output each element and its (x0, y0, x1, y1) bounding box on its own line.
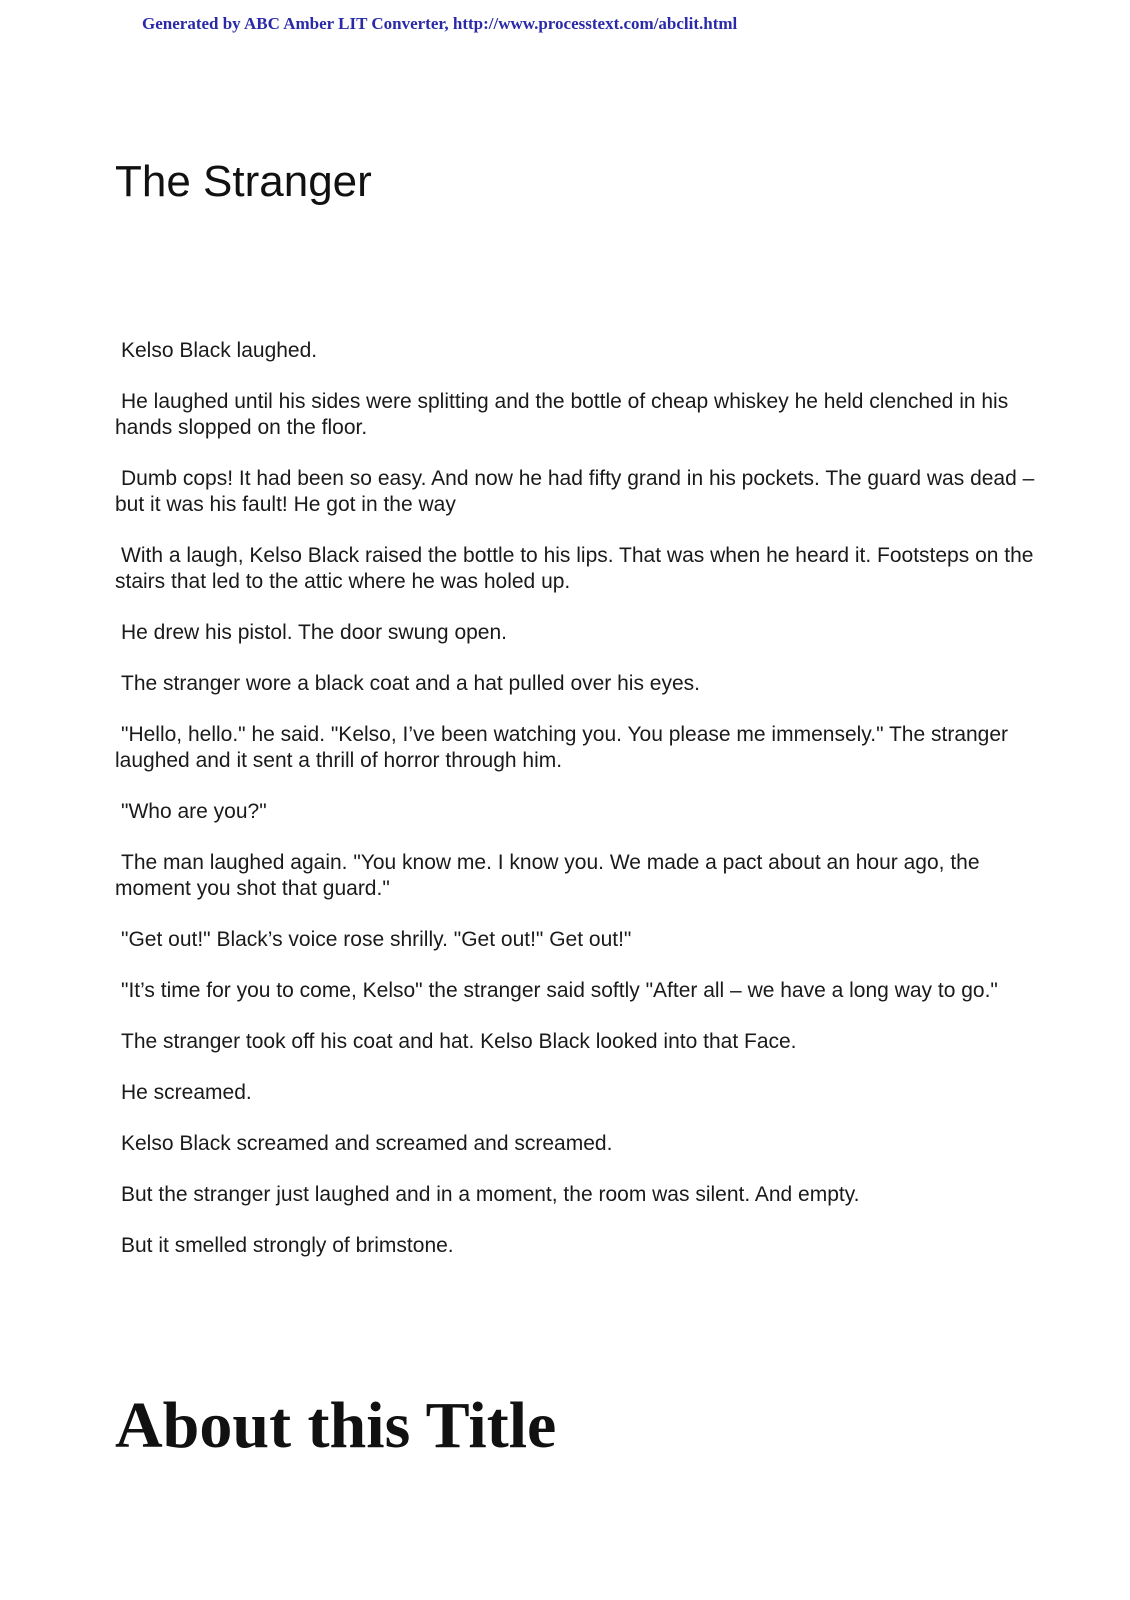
paragraph: "Who are you?" (121, 800, 267, 823)
paragraph: Kelso Black screamed and screamed and screamed. (121, 1132, 613, 1155)
paragraph: "It’s time for you to come, Kelso" the stranger said softly "After all – we have a long way to go." (121, 979, 998, 1002)
paragraph: But the stranger just laughed and in a moment, the room was silent. And empty. (121, 1183, 860, 1206)
paragraph: The stranger took off his coat and hat. Kelso Black looked into that Face. (121, 1030, 797, 1053)
story-body (115, 338, 1035, 1284)
paragraph: The man laughed again. "You know me. I know you. We made a pact about an hour ago, the moment you shot that guard." (115, 851, 980, 900)
paragraph: Kelso Black laughed. (121, 339, 318, 362)
paragraph: But it smelled strongly of brimstone. (121, 1234, 454, 1257)
paragraph: He screamed. (121, 1081, 252, 1104)
paragraph: He laughed until his sides were splitting and the bottle of cheap whiskey he held clenched in his hands slopped on the floor. (115, 390, 1009, 439)
paragraph: Dumb cops! It had been so easy. And now he had fifty grand in his pockets. The guard was dead – but it was his fault! He got in the way (115, 467, 1035, 516)
converter-banner: Generated by ABC Amber LIT Converter, http://www.processtext.com/abclit.html (142, 14, 738, 33)
paragraph: "Hello, hello." he said. "Kelso, I’ve been watching you. You please me immensely." The stranger laughed and it sent a thrill of horror through him. (115, 723, 1009, 772)
paragraph: "Get out!" Black’s voice rose shrilly. "Get out!" Get out!" (121, 928, 632, 951)
paragraph: He drew his pistol. The door swung open. (121, 621, 507, 644)
paragraph: With a laugh, Kelso Black raised the bottle to his lips. That was when he heard it. Footsteps on the stairs that led to the attic where he was holed up. (115, 544, 1034, 593)
paragraph: The stranger wore a black coat and a hat pulled over his eyes. (121, 672, 700, 695)
story-title: The Stranger (115, 157, 372, 206)
about-title-heading: About this Title (115, 1389, 557, 1462)
